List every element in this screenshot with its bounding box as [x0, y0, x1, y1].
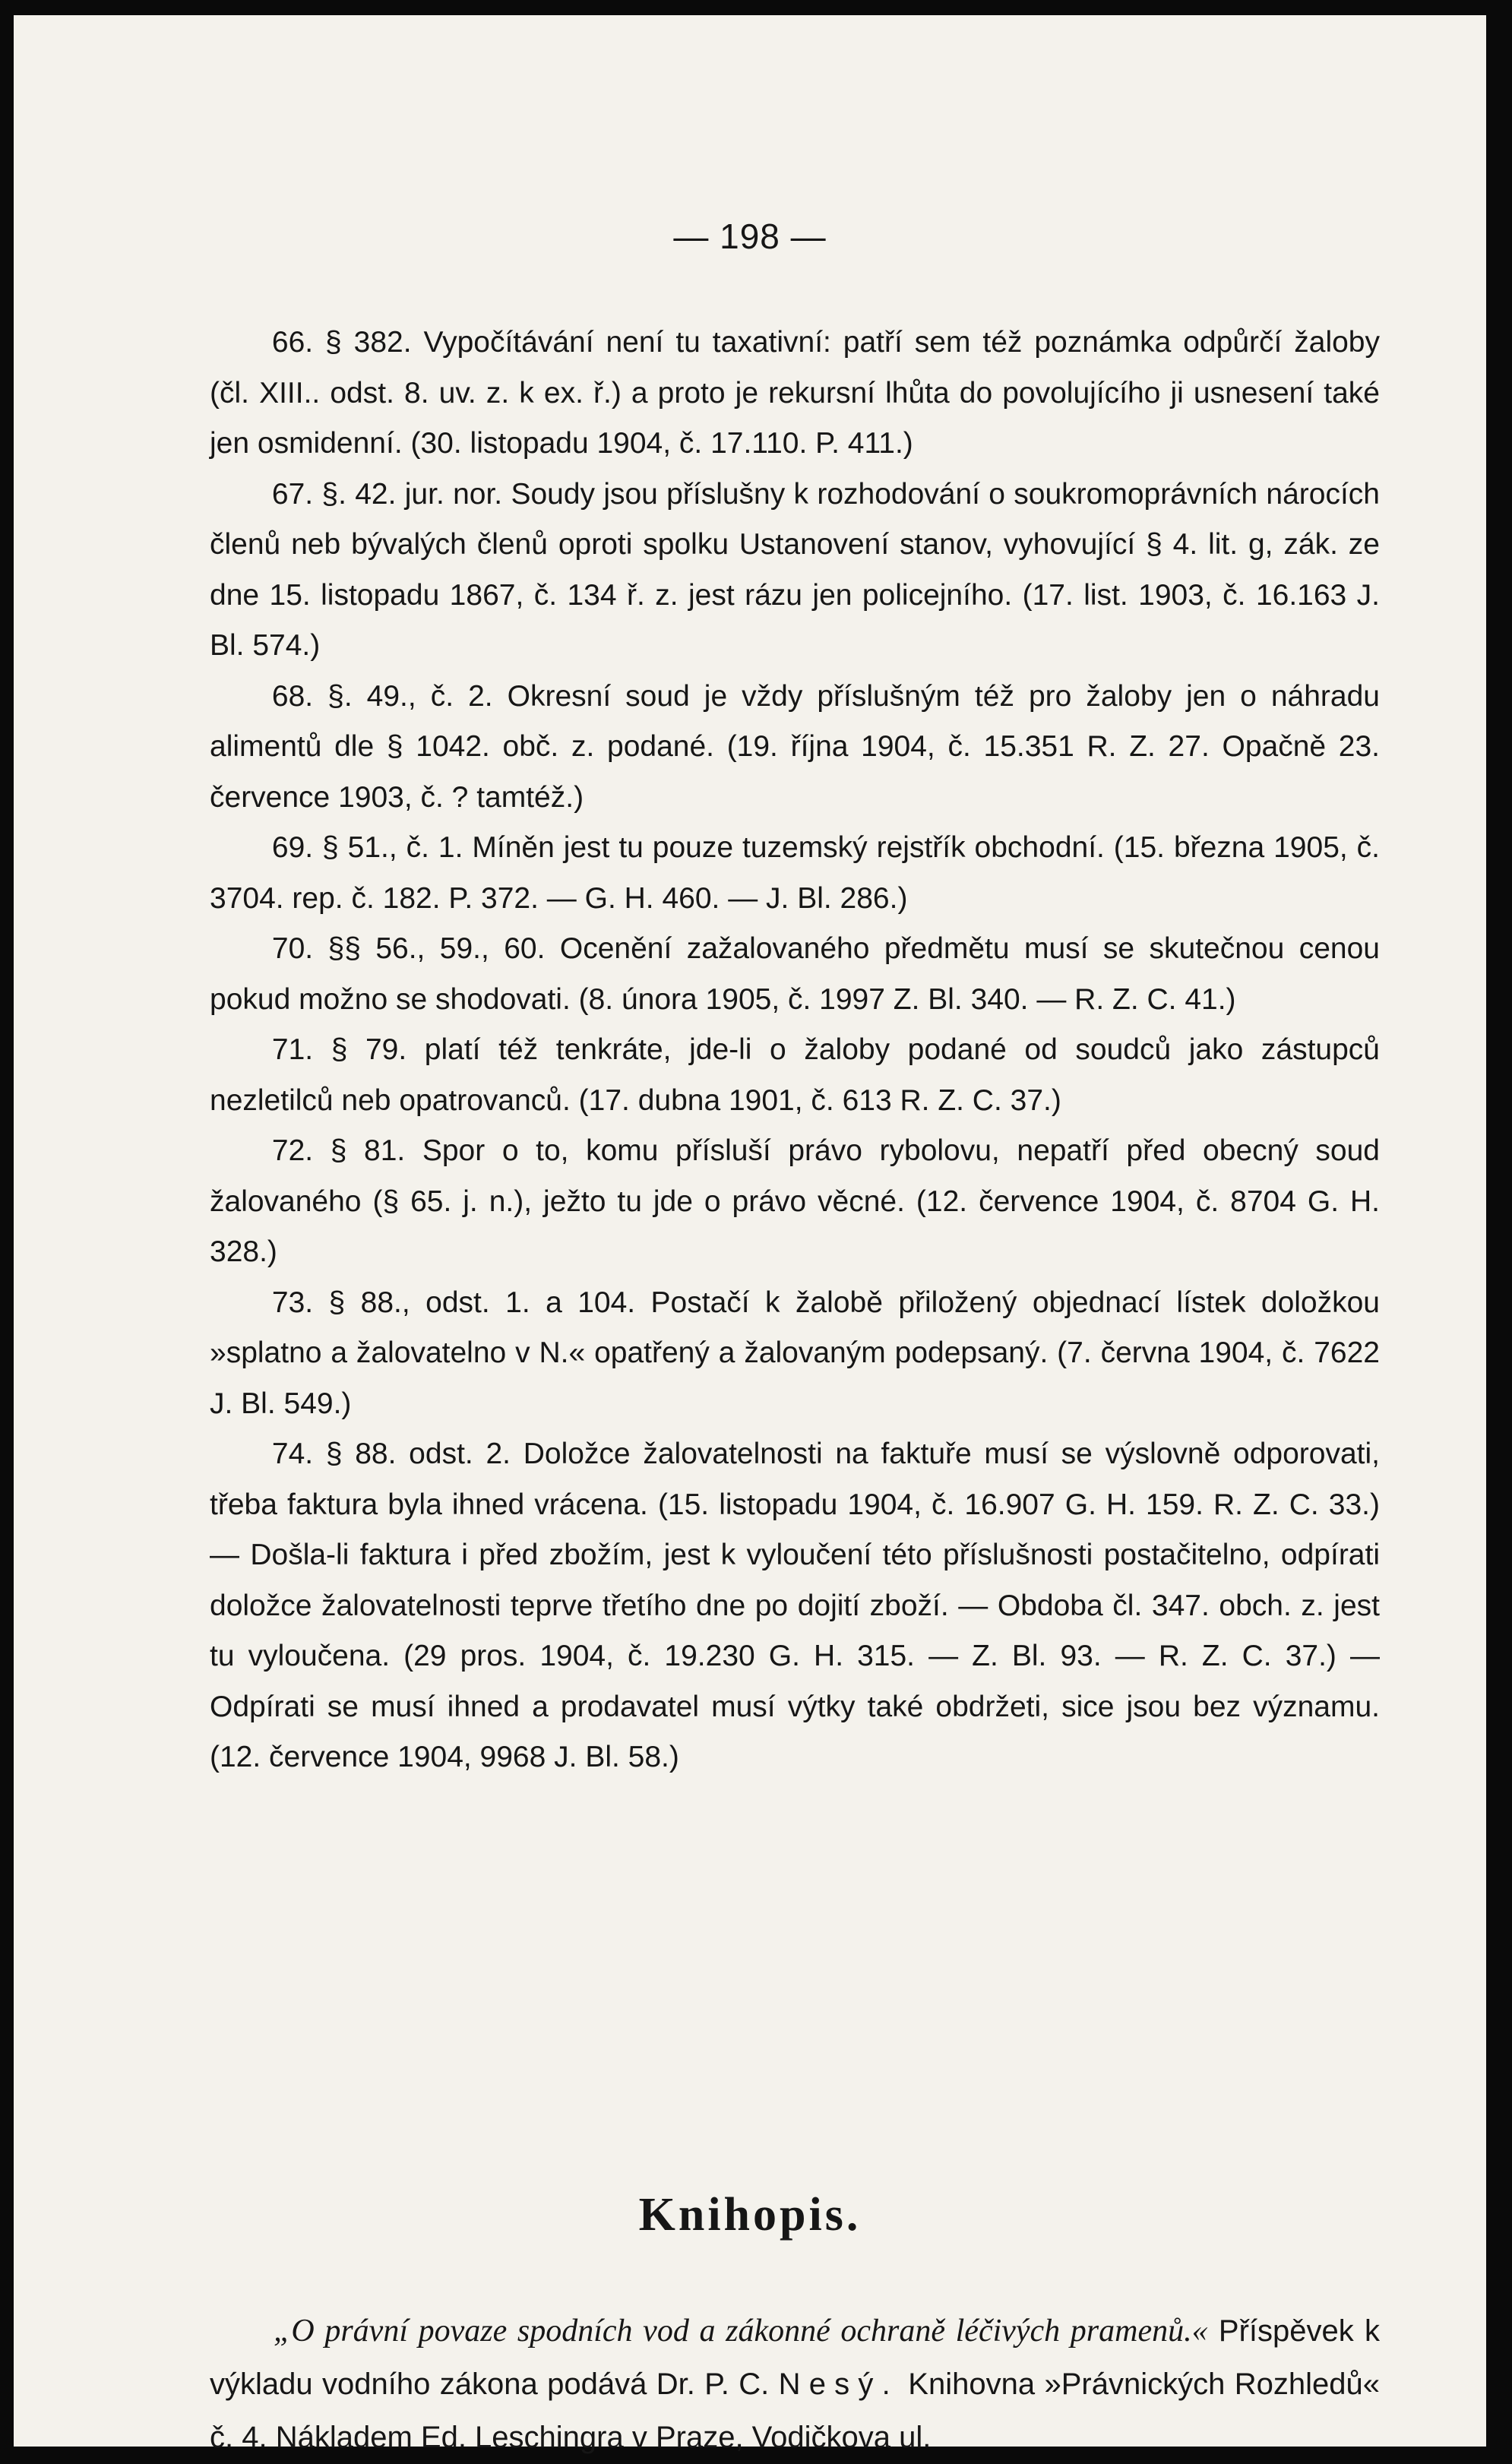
entry-74: 74. § 88. odst. 2. Doložce žalovatelnosti na faktuře musí se výslovně odporovati, třeba faktura byla ihned vrácena. (15. listopadu 1904, č. 16.907 G. H. 159. R. Z. C. 33.) — Došla-li faktura i před zbožím, jest k vyloučení této příslušnosti postačitelno, odpírati doložce žalovatelnosti teprve třetího dne po dojití zboží. — Obdoba čl. 347. obch. z. jest tu vyloučena. (29 pros. 1904, č. 19.230 G. H. 315. — Z. Bl. 93. — R. Z. C. 37.) — Odpírati se musí ihned a prodavatel musí výtky také obdržeti, sice jsou bez významu. (12. července 1904, 9968 J. Bl. 58.): [210, 1438, 1380, 1773]
entry-69: 69. § 51., č. 1. Míněn jest tu pouze tuzemský rejstřík obchodní. (15. března 1905, č. 3704. rep. č. 182. P. 372. — G. H. 460. — J. Bl. 286.): [210, 831, 1380, 915]
book-review: [210, 2304, 1380, 2464]
review-title: „O právní povaze spodních vod a zákonné ochraně léčivých pramenů.«: [274, 2314, 1208, 2349]
body-text: [210, 318, 1380, 1783]
entry-71: 71. § 79. platí též tenkráte, jde-li o žaloby podané od soudců jako zástupců nezletilců neb opatrovanců. (17. dubna 1901, č. 613 R. Z. C. 37.): [210, 1033, 1380, 1117]
review-text-after-author: Knihovna »Právnických Rozhledů« č. 4. Nákladem Ed. Leschingra v Praze, Vodičkova ul.: [210, 2368, 1380, 2454]
entry-67: 67. §. 42. jur. nor. Soudy jsou příslušny k rozhodování o soukromoprávních nárocích členů neb bývalých členů oproti spolku Ustanovení stanov, vyhovující § 4. lit. g, zák. ze dne 15. listopadu 1867, č. 134 ř. z. jest rázu jen policejního. (17. list. 1903, č. 16.163 J. Bl. 574.): [210, 477, 1380, 662]
page-number: — 198 —: [673, 217, 827, 256]
entry-70: 70. §§ 56., 59., 60. Ocenění zažalovaného předmětu musí se skutečnou cenou pokud možno se shodovati. (8. února 1905, č. 1997 Z. Bl. 340. — R. Z. C. 41.): [210, 932, 1380, 1016]
entry-66: 66. § 382. Vypočítávání není tu taxativní: patří sem též poznámka odpůrčí žaloby (čl. XIII.. odst. 8. uv. z. k ex. ř.) a proto je rekursní lhůta do povolujícího ji usnesení také jen osmidenní. (30. listopadu 1904, č. 17.110. P. 411.): [210, 326, 1380, 460]
entry-68: 68. §. 49., č. 2. Okresní soud je vždy příslušným též pro žaloby jen o náhradu alimentů dle § 1042. obč. z. podané. (19. října 1904, č. 15.351 R. Z. 27. Opačně 23. července 1903, č. ? tamtéž.): [210, 679, 1380, 814]
section-heading: Knihopis.: [638, 2189, 862, 2241]
review-author: Nesý.: [778, 2368, 899, 2401]
review-text-before-author: Příspěvek k výkladu vodního zákona podává Dr. P. C.: [210, 2314, 1381, 2401]
page: [14, 15, 1486, 2454]
entry-73: 73. § 88., odst. 1. a 104. Postačí k žalobě přiložený objednací lístek doložkou »splatno a žalovatelno v N.« opatřený a žalovaným podepsaný. (7. června 1904, č. 7622 J. Bl. 549.): [210, 1286, 1380, 1420]
entry-72: 72. § 81. Spor o to, komu přísluší právo rybolovu, nepatří před obecný soud žalovaného (§ 65. j. n.), ježto tu jde o právo věcné. (12. července 1904, č. 8704 G. H. 328.): [210, 1134, 1380, 1268]
